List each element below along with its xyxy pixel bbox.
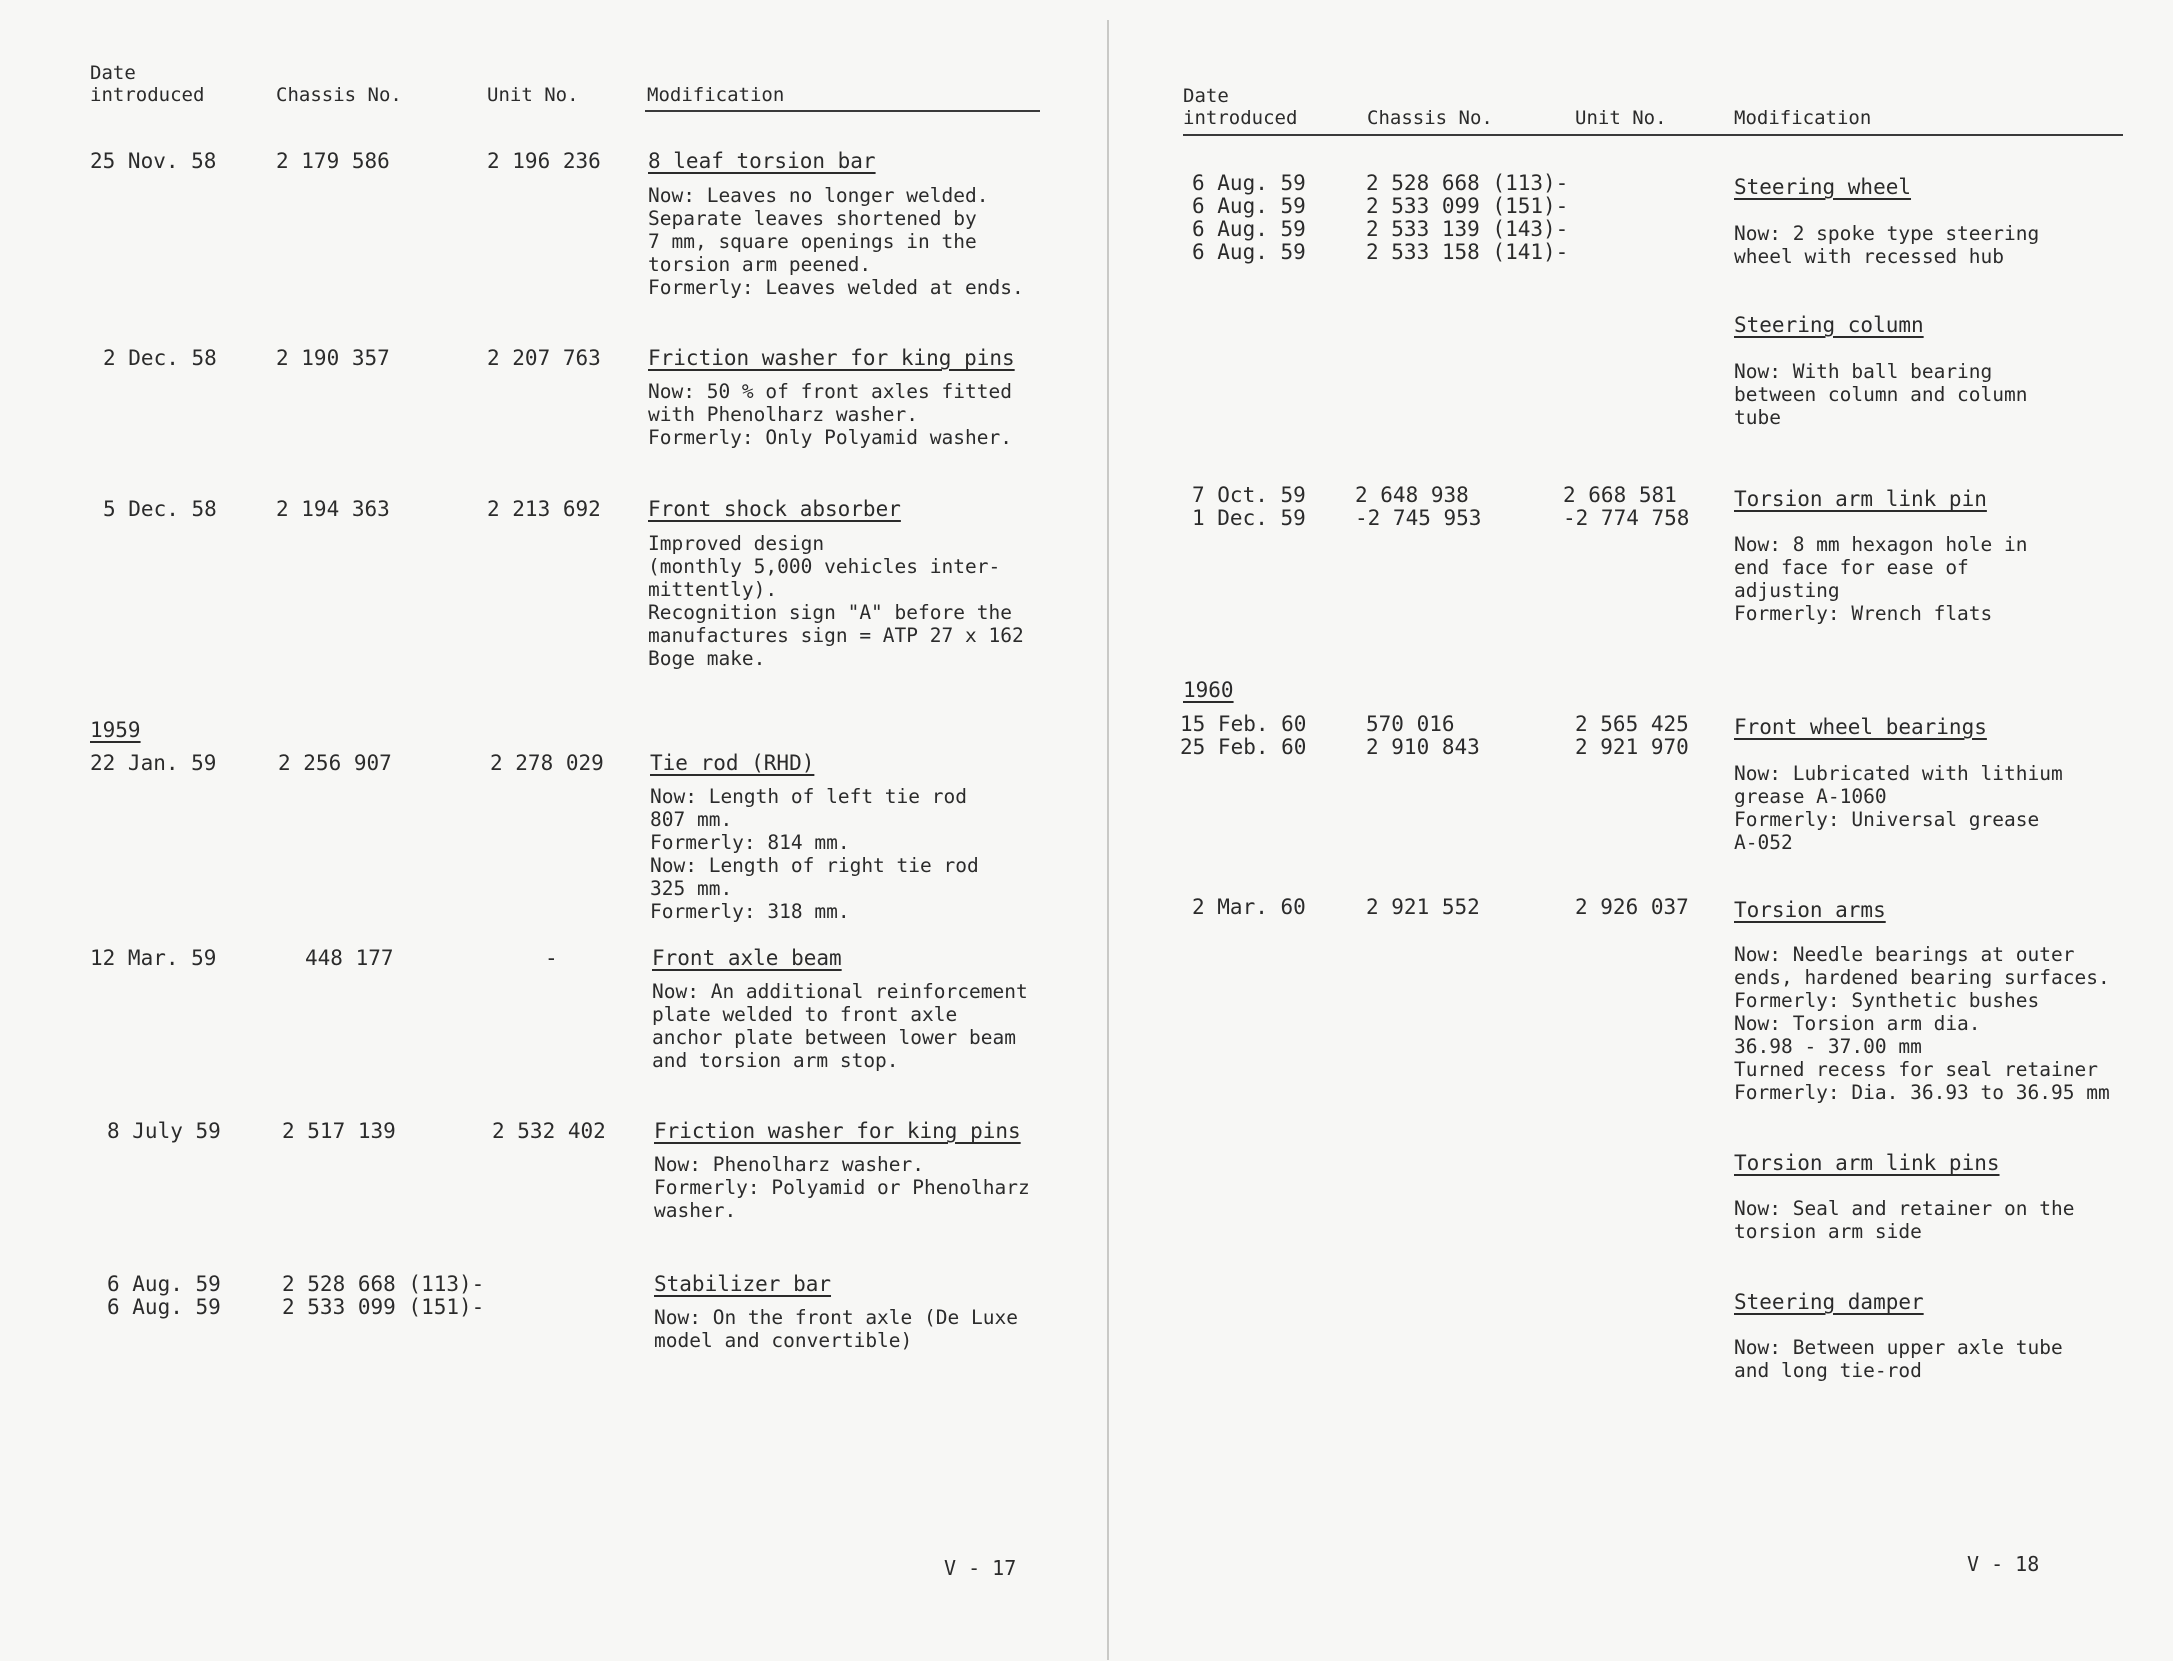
entry-text: Now: Needle bearings at outer ends, hardened bearing surfaces. Formerly: Synthetic bushes Now: Torsion arm dia. 36.98 - 37.00 mm Turned recess for seal retainer Formerly: Dia. 36.93 to 36.95 mm bbox=[1734, 943, 2110, 1104]
entry-unit: 2 668 581 -2 774 758 bbox=[1563, 483, 1690, 530]
entry-chassis: 2 190 357 bbox=[276, 346, 390, 370]
entry-chassis: 2 194 363 bbox=[276, 497, 390, 521]
entry-title: 8 leaf torsion bar bbox=[648, 149, 876, 173]
entry-text: Now: Leaves no longer welded. Separate leaves shortened by 7 mm, square openings in the torsion arm peened. Formerly: Leaves welded at ends. bbox=[648, 184, 1024, 299]
header-chassis: Chassis No. bbox=[276, 84, 402, 106]
year-heading: 1959 bbox=[90, 718, 141, 742]
entry-title: Friction washer for king pins bbox=[648, 346, 1015, 370]
entry-chassis: 570 016 2 910 843 bbox=[1366, 712, 1480, 759]
entry-title: Steering column bbox=[1734, 313, 1924, 337]
entry-title: Stabilizer bar bbox=[654, 1272, 832, 1296]
header-date: Date introduced bbox=[90, 62, 205, 106]
header-rule bbox=[1183, 134, 2123, 136]
entry-unit: 2 213 692 bbox=[487, 497, 601, 521]
right-page bbox=[1110, 0, 2173, 1661]
entry-text: Now: 8 mm hexagon hole in end face for ease of adjusting Formerly: Wrench flats bbox=[1734, 533, 2028, 625]
entry-text: Now: With ball bearing between column and column tube bbox=[1734, 360, 2028, 429]
entry-text: Improved design (monthly 5,000 vehicles inter- mittently). Recognition sign "A" before the manufactures sign = ATP 27 x 162 Boge make. bbox=[648, 532, 1024, 670]
entry-text: Now: An additional reinforcement plate welded to front axle anchor plate between lower beam and torsion arm stop. bbox=[652, 980, 1028, 1072]
entry-title: Steering damper bbox=[1734, 1290, 1924, 1314]
header-modification: Modification bbox=[647, 84, 785, 106]
entry-unit: 2 278 029 bbox=[490, 751, 604, 775]
entry-date: 5 Dec. 58 bbox=[103, 497, 217, 521]
entry-text: Now: 50 % of front axles fitted with Phenolharz washer. Formerly: Only Polyamid washer. bbox=[648, 380, 1012, 449]
entry-unit: 2 207 763 bbox=[487, 346, 601, 370]
entry-chassis: 2 528 668 (113)- 2 533 099 (151)- 2 533 139 (143)- 2 533 158 (141)- bbox=[1366, 171, 1569, 264]
entry-chassis: 2 179 586 bbox=[276, 149, 390, 173]
entry-unit: 2 196 236 bbox=[487, 149, 601, 173]
entry-date: 2 Dec. 58 bbox=[103, 346, 217, 370]
entry-date: 15 Feb. 60 25 Feb. 60 bbox=[1180, 712, 1307, 759]
entry-title: Front shock absorber bbox=[648, 497, 901, 521]
entry-date: 6 Aug. 59 6 Aug. 59 6 Aug. 59 6 Aug. 59 bbox=[1192, 171, 1306, 264]
entry-text: Now: 2 spoke type steering wheel with recessed hub bbox=[1734, 222, 2040, 268]
entry-chassis: 2 528 668 (113)- 2 533 099 (151)- bbox=[282, 1272, 485, 1319]
entry-date: 7 Oct. 59 1 Dec. 59 bbox=[1192, 483, 1306, 530]
header-unit: Unit No. bbox=[1575, 107, 1667, 129]
entry-unit: 2 926 037 bbox=[1575, 895, 1689, 919]
entry-chassis: 2 256 907 bbox=[278, 751, 392, 775]
entry-chassis: 2 648 938 -2 745 953 bbox=[1355, 483, 1482, 530]
entry-chassis: 448 177 bbox=[305, 946, 394, 970]
entry-unit: 2 532 402 bbox=[492, 1119, 606, 1143]
entry-text: Now: Lubricated with lithium grease A-1060 Formerly: Universal grease A-052 bbox=[1734, 762, 2063, 854]
header-chassis: Chassis No. bbox=[1367, 107, 1493, 129]
header-date: Date introduced bbox=[1183, 85, 1298, 129]
entry-title: Torsion arm link pins bbox=[1734, 1151, 2000, 1175]
entry-date: 8 July 59 bbox=[107, 1119, 221, 1143]
page-number: V - 18 bbox=[1967, 1552, 2040, 1576]
entry-text: Now: Seal and retainer on the torsion arm side bbox=[1734, 1197, 2075, 1243]
entry-date: 12 Mar. 59 bbox=[90, 946, 217, 970]
entry-text: Now: Between upper axle tube and long tie-rod bbox=[1734, 1336, 2063, 1382]
entry-unit: 2 565 425 2 921 970 bbox=[1575, 712, 1689, 759]
entry-chassis: 2 517 139 bbox=[282, 1119, 396, 1143]
entry-title: Steering wheel bbox=[1734, 175, 1912, 199]
entry-title: Torsion arms bbox=[1734, 898, 1886, 922]
entry-text: Now: Phenolharz washer. Formerly: Polyamid or Phenolharz washer. bbox=[654, 1153, 1030, 1222]
entry-chassis: 2 921 552 bbox=[1366, 895, 1480, 919]
header-rule bbox=[645, 110, 1040, 112]
entry-title: Torsion arm link pin bbox=[1734, 487, 1987, 511]
entry-date: 6 Aug. 59 6 Aug. 59 bbox=[107, 1272, 221, 1319]
header-unit: Unit No. bbox=[487, 84, 579, 106]
entry-title: Friction washer for king pins bbox=[654, 1119, 1021, 1143]
entry-date: 2 Mar. 60 bbox=[1192, 895, 1306, 919]
year-heading: 1960 bbox=[1183, 678, 1234, 702]
entry-title: Front axle beam bbox=[652, 946, 842, 970]
entry-date: 25 Nov. 58 bbox=[90, 149, 217, 173]
entry-title: Tie rod (RHD) bbox=[650, 751, 815, 775]
entry-unit: - bbox=[545, 946, 558, 970]
entry-date: 22 Jan. 59 bbox=[90, 751, 217, 775]
page-number: V - 17 bbox=[944, 1556, 1017, 1580]
entry-title: Front wheel bearings bbox=[1734, 715, 1987, 739]
entry-text: Now: Length of left tie rod 807 mm. Formerly: 814 mm. Now: Length of right tie rod 325 mm. Formerly: 318 mm. bbox=[650, 785, 979, 923]
header-modification: Modification bbox=[1734, 107, 1872, 129]
entry-text: Now: On the front axle (De Luxe model and convertible) bbox=[654, 1306, 1018, 1352]
